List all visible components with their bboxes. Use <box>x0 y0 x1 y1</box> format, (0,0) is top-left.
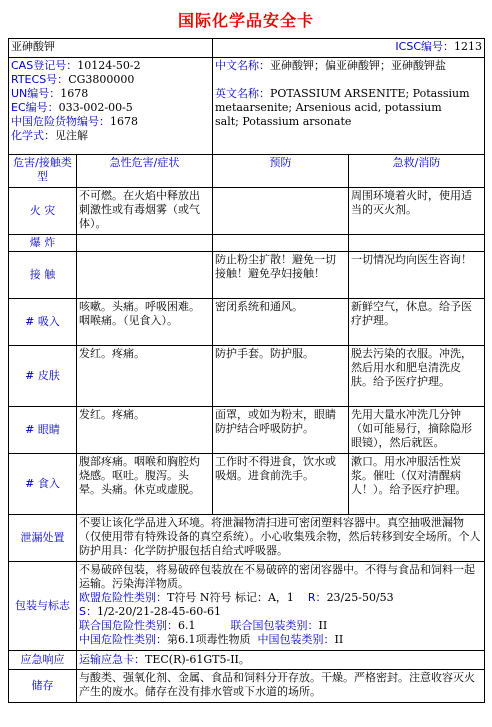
cn-class-value: 第6.1项毒性物质 <box>167 633 251 646</box>
emergency-type: 应急响应 <box>9 651 77 670</box>
en-name-line3: salt; Potassium arsonate <box>215 115 352 128</box>
skin-row <box>9 346 485 407</box>
eyes-type: # 眼睛 <box>9 407 77 454</box>
ec-value: 033-002-00-5 <box>58 101 133 114</box>
storage-type: 储存 <box>9 670 77 703</box>
eyes-firstaid: 先用大量水冲洗几分钟（如可能易行，摘除隐形眼镜），然后就医。 <box>349 407 485 454</box>
explosion-prevention <box>213 235 349 252</box>
fire-row <box>9 188 485 235</box>
fire-type: 火 灾 <box>9 188 77 235</box>
cas-value: 10124-50-2 <box>77 59 141 72</box>
eu-class-value: T符号 N符号 标记：A，1 <box>167 591 294 604</box>
packaging-type: 包装与标志 <box>9 562 77 651</box>
chemical-name: 亚砷酸钾 <box>9 39 213 58</box>
s-value: 1/2-20/21-28-45-60-61 <box>96 605 221 618</box>
header-row <box>9 155 485 188</box>
cn-class-label: 中国危险性类别： <box>79 633 167 646</box>
un-pack-value: II <box>318 619 328 632</box>
icsc-value: 1213 <box>454 40 482 53</box>
skin-type: # 皮肤 <box>9 346 77 407</box>
un-label: UN编号： <box>11 87 61 100</box>
explosion-type: 爆 炸 <box>9 235 77 252</box>
inhalation-hazard: 咳嗽。头痛。呼吸困难。咽喉痛。（见食入）。 <box>77 299 213 346</box>
fire-firstaid: 周围环境着火时，使用适当的灭火剂。 <box>349 188 485 235</box>
emergency-value: TEC(R)-61GT5-II。 <box>145 653 250 666</box>
cn-pack-label: 中国包装类别： <box>257 633 335 646</box>
leak-type: 泄漏处置 <box>9 515 77 562</box>
name-row <box>9 39 485 58</box>
cn-name-label: 中文名称： <box>215 59 270 72</box>
leak-text: 不要让该化学品进入环境。将泄漏物清扫进可密闭塑料容器中。真空抽吸泄漏物（仅使用带有特殊设备的真空系统）。小心收集残余物，然后转移到安全场所。个人防护用具：化学防护服包括自给式呼吸器。 <box>77 515 485 562</box>
safety-card-table <box>8 38 485 703</box>
inhalation-prevention: 密闭系统和通风。 <box>213 299 349 346</box>
ingestion-prevention: 工作时不得进食，饮水或吸烟。进食前洗手。 <box>213 454 349 515</box>
icsc-label: ICSC编号： <box>395 40 454 53</box>
un-pack-label: 联合国包装类别： <box>230 619 319 632</box>
en-name-label: 英文名称： <box>215 87 270 100</box>
contact-hazard <box>77 252 213 299</box>
un-value: 1678 <box>60 87 89 100</box>
inhalation-firstaid: 新鲜空气，休息。给予医疗护理。 <box>349 299 485 346</box>
packaging-row <box>9 562 485 651</box>
ingestion-type: # 食入 <box>9 454 77 515</box>
contact-firstaid: 一切情况均向医生咨询！ <box>349 252 485 299</box>
un-class-value: 6.1 <box>178 619 196 632</box>
cn-dg-value: 1678 <box>110 115 138 128</box>
emergency-label: 运输应急卡： <box>79 653 145 666</box>
skin-hazard: 发红。疼痛。 <box>77 346 213 407</box>
card-title: 国际化学品安全卡 <box>177 11 314 30</box>
inhalation-type: # 吸入 <box>9 299 77 346</box>
packaging-text: 不易破碎包装，将易破碎包装放在不易破碎的密闭容器中。不得与食品和饲料一起运输。污染海洋物质。 <box>79 563 475 590</box>
explosion-firstaid <box>349 235 485 252</box>
cn-dg-label: 中国危险货物编号： <box>11 115 110 128</box>
cn-pack-value: II <box>334 633 344 646</box>
eu-class-label: 欧盟危险性类别： <box>79 591 167 604</box>
fire-hazard: 不可燃。在火焰中释放出刺激性或有毒烟雾（或气体）。 <box>77 188 213 235</box>
eyes-prevention: 面罩，或如为粉末，眼睛防护结合呼吸防护。 <box>213 407 349 454</box>
cas-label: CAS登记号： <box>11 59 78 72</box>
eyes-row <box>9 407 485 454</box>
header-prevention: 预防 <box>213 155 349 188</box>
inhalation-row <box>9 299 485 346</box>
fire-prevention <box>213 188 349 235</box>
contact-row <box>9 252 485 299</box>
formula-value: 见注解 <box>55 129 88 142</box>
formula-label: 化学式： <box>11 129 55 142</box>
storage-text: 与酸类、强氧化剂、金属、食品和饲料分开存放。干燥。严格密封。注意收容灭火产生的废水。储存在没有排水管或下水道的场所。 <box>77 670 485 703</box>
contact-prevention: 防止粉尘扩散！避免一切接触！避免孕妇接触！ <box>213 252 349 299</box>
header-type: 危害/接触类型 <box>9 155 77 188</box>
en-name-line1: POTASSIUM ARSENITE; Potassium <box>270 87 470 100</box>
skin-prevention: 防护手套。防护服。 <box>213 346 349 407</box>
ingestion-hazard: 腹部疼痛。咽喉和胸腔灼烧感。呕吐。腹泻。头晕。头痛。休克或虚脱。 <box>77 454 213 515</box>
identifiers-row <box>9 58 485 155</box>
r-label: R： <box>307 591 327 604</box>
r-value: 23/25-50/53 <box>326 591 394 604</box>
header-hazard: 急性危害/症状 <box>77 155 213 188</box>
ec-label: EC编号： <box>11 101 59 114</box>
eyes-hazard: 发红。疼痛。 <box>77 407 213 454</box>
en-name-line2: metaarsenite; Arsenious acid, potassium <box>215 101 442 114</box>
storage-row <box>9 670 485 703</box>
un-class-label: 联合国危险性类别： <box>79 619 178 632</box>
emergency-row <box>9 651 485 670</box>
skin-firstaid: 脱去污染的衣服。冲洗，然后用水和肥皂清洗皮肤。给予医疗护理。 <box>349 346 485 407</box>
contact-type: 接 触 <box>9 252 77 299</box>
ingestion-firstaid: 漱口。用水冲服活性炭浆。催吐（仅对清醒病人！）。给予医疗护理。 <box>349 454 485 515</box>
explosion-row <box>9 235 485 252</box>
leak-row <box>9 515 485 562</box>
explosion-hazard <box>77 235 213 252</box>
rtecs-label: RTECS号： <box>11 73 69 86</box>
ingestion-row <box>9 454 485 515</box>
s-label: S： <box>79 605 97 618</box>
rtecs-value: CG3800000 <box>68 73 135 86</box>
cn-name-value: 亚砷酸钾；偏亚砷酸钾；亚砷酸钾盐 <box>270 59 446 72</box>
header-firstaid: 急救/消防 <box>349 155 485 188</box>
